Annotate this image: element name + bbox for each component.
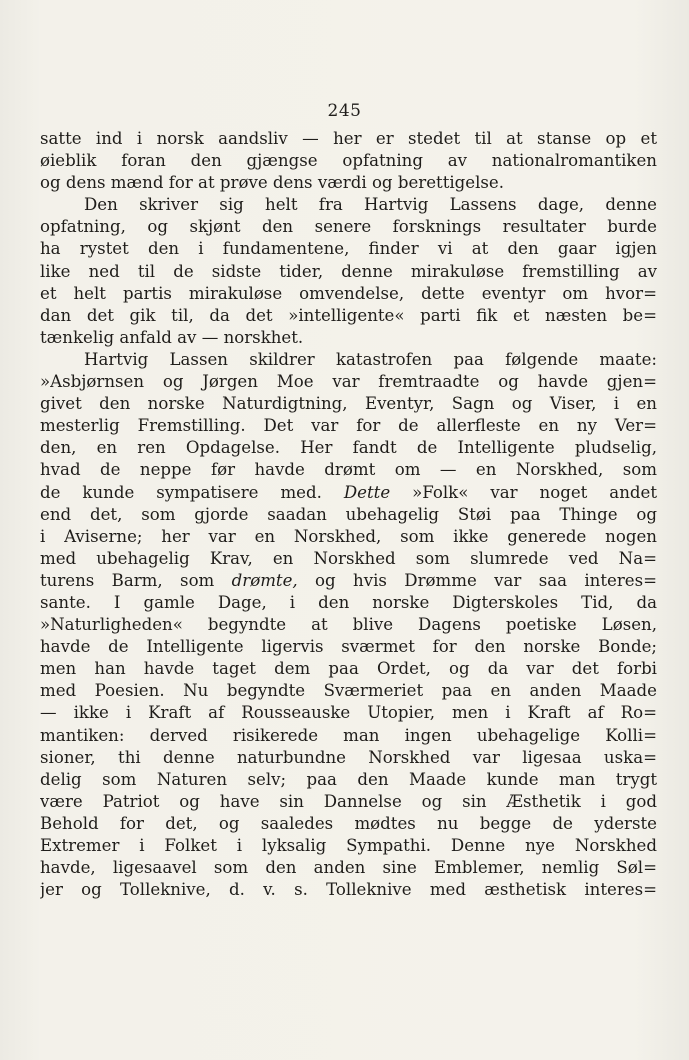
text-line: Hartvig Lassen skildrer katastrofen paa følgende maate: bbox=[84, 349, 657, 369]
page-number: 245 bbox=[327, 101, 362, 121]
text-line: satte ind i norsk aandsliv — her er stedet til at stanse op et bbox=[40, 129, 657, 148]
text-line: være Patriot og have sin Dannelse og sin Æsthetik i god bbox=[40, 791, 657, 811]
text-line: og dens mænd for at prøve dens værdi og berettigelse. bbox=[40, 173, 505, 193]
text-line: havde de Intelligente ligervis sværmet for den norske Bonde; bbox=[40, 637, 657, 657]
emphasized-word: Dette bbox=[343, 482, 391, 502]
text-line: givet den norske Naturdigtning, Eventyr, Sagn og Viser, i en bbox=[40, 394, 657, 414]
text-line: hvad de neppe før havde drømt om — en Norskhed, som bbox=[40, 460, 657, 480]
text-line: havde, ligesaavel som den anden sine Emblemer, nemlig Søl= bbox=[40, 858, 657, 878]
text-line: ha rystet den i fundamentene, finder vi at den gaar igjen bbox=[40, 239, 657, 259]
text-line: delig som Naturen selv; paa den Maade kunde man trygt bbox=[40, 769, 657, 789]
text-line: like ned til de sidste tider, denne mirakuløse fremstilling av bbox=[40, 261, 657, 281]
text-line: med ubehagelig Krav, en Norskhed som slumrede ved Na= bbox=[40, 548, 657, 568]
text-line: Extremer i Folket i lyksalig Sympathi. Denne nye Norskhed bbox=[40, 836, 657, 855]
text-line: Den skriver sig helt fra Hartvig Lassens dage, denne bbox=[84, 195, 657, 215]
text-line: »Asbjørnsen og Jørgen Moe var fremtraadte og havde gjen= bbox=[40, 372, 657, 392]
text-line bbox=[40, 482, 657, 504]
text-line: den, en ren Opdagelse. Her fandt de Intelligente pludselig, bbox=[40, 438, 657, 458]
emphasized-word: drømte, bbox=[231, 570, 298, 590]
text-segment: de kunde sympatisere med. bbox=[40, 482, 344, 502]
text-line: tænkelig anfald av — norskhet. bbox=[40, 327, 304, 347]
text-line: med Poesien. Nu begyndte Sværmeriet paa en anden Maade bbox=[40, 681, 657, 701]
text-line: end det, som gjorde saadan ubehagelig Støi paa Thinge og bbox=[40, 504, 657, 524]
text-line: et helt partis mirakuløse omvendelse, dette eventyr om hvor= bbox=[40, 283, 657, 303]
text-line: — ikke i Kraft af Rousseauske Utopier, men i Kraft af Ro= bbox=[40, 703, 657, 723]
text-line: dan det gik til, da det »intelligente« parti fik et næsten be= bbox=[40, 305, 657, 325]
text-line: i Aviserne; her var en Norskhed, som ikke generede nogen bbox=[40, 526, 657, 546]
text-line: sioner, thi denne naturbundne Norskhed var ligesaa uska= bbox=[40, 747, 657, 767]
text-line: sante. I gamle Dage, i den norske Digterskoles Tid, da bbox=[40, 592, 657, 612]
text-line: mesterlig Fremstilling. Det var for de allerfleste en ny Ver= bbox=[40, 416, 657, 436]
text-line: Behold for det, og saaledes mødtes nu begge de yderste bbox=[40, 813, 657, 833]
body-text bbox=[40, 128, 657, 901]
text-segment: og hvis Drømme var saa interes= bbox=[297, 570, 657, 590]
text-line: opfatning, og skjønt den senere forsknings resultater burde bbox=[40, 217, 657, 237]
text-line: mantiken: derved risikerede man ingen ubehagelige Kolli= bbox=[40, 725, 657, 745]
text-line: jer og Tolleknive, d. v. s. Tolleknive med æsthetisk interes= bbox=[40, 880, 657, 900]
text-line: øieblik foran den gjængse opfatning av nationalromantiken bbox=[40, 151, 657, 171]
text-line: men han havde taget dem paa Ordet, og da var det forbi bbox=[40, 659, 657, 679]
text-line bbox=[40, 570, 657, 592]
text-segment: »Folk« var noget andet bbox=[390, 482, 657, 502]
text-segment: turens Barm, som bbox=[40, 570, 232, 590]
text-line: »Naturligheden« begyndte at blive Dagens poetiske Løsen, bbox=[40, 615, 657, 635]
